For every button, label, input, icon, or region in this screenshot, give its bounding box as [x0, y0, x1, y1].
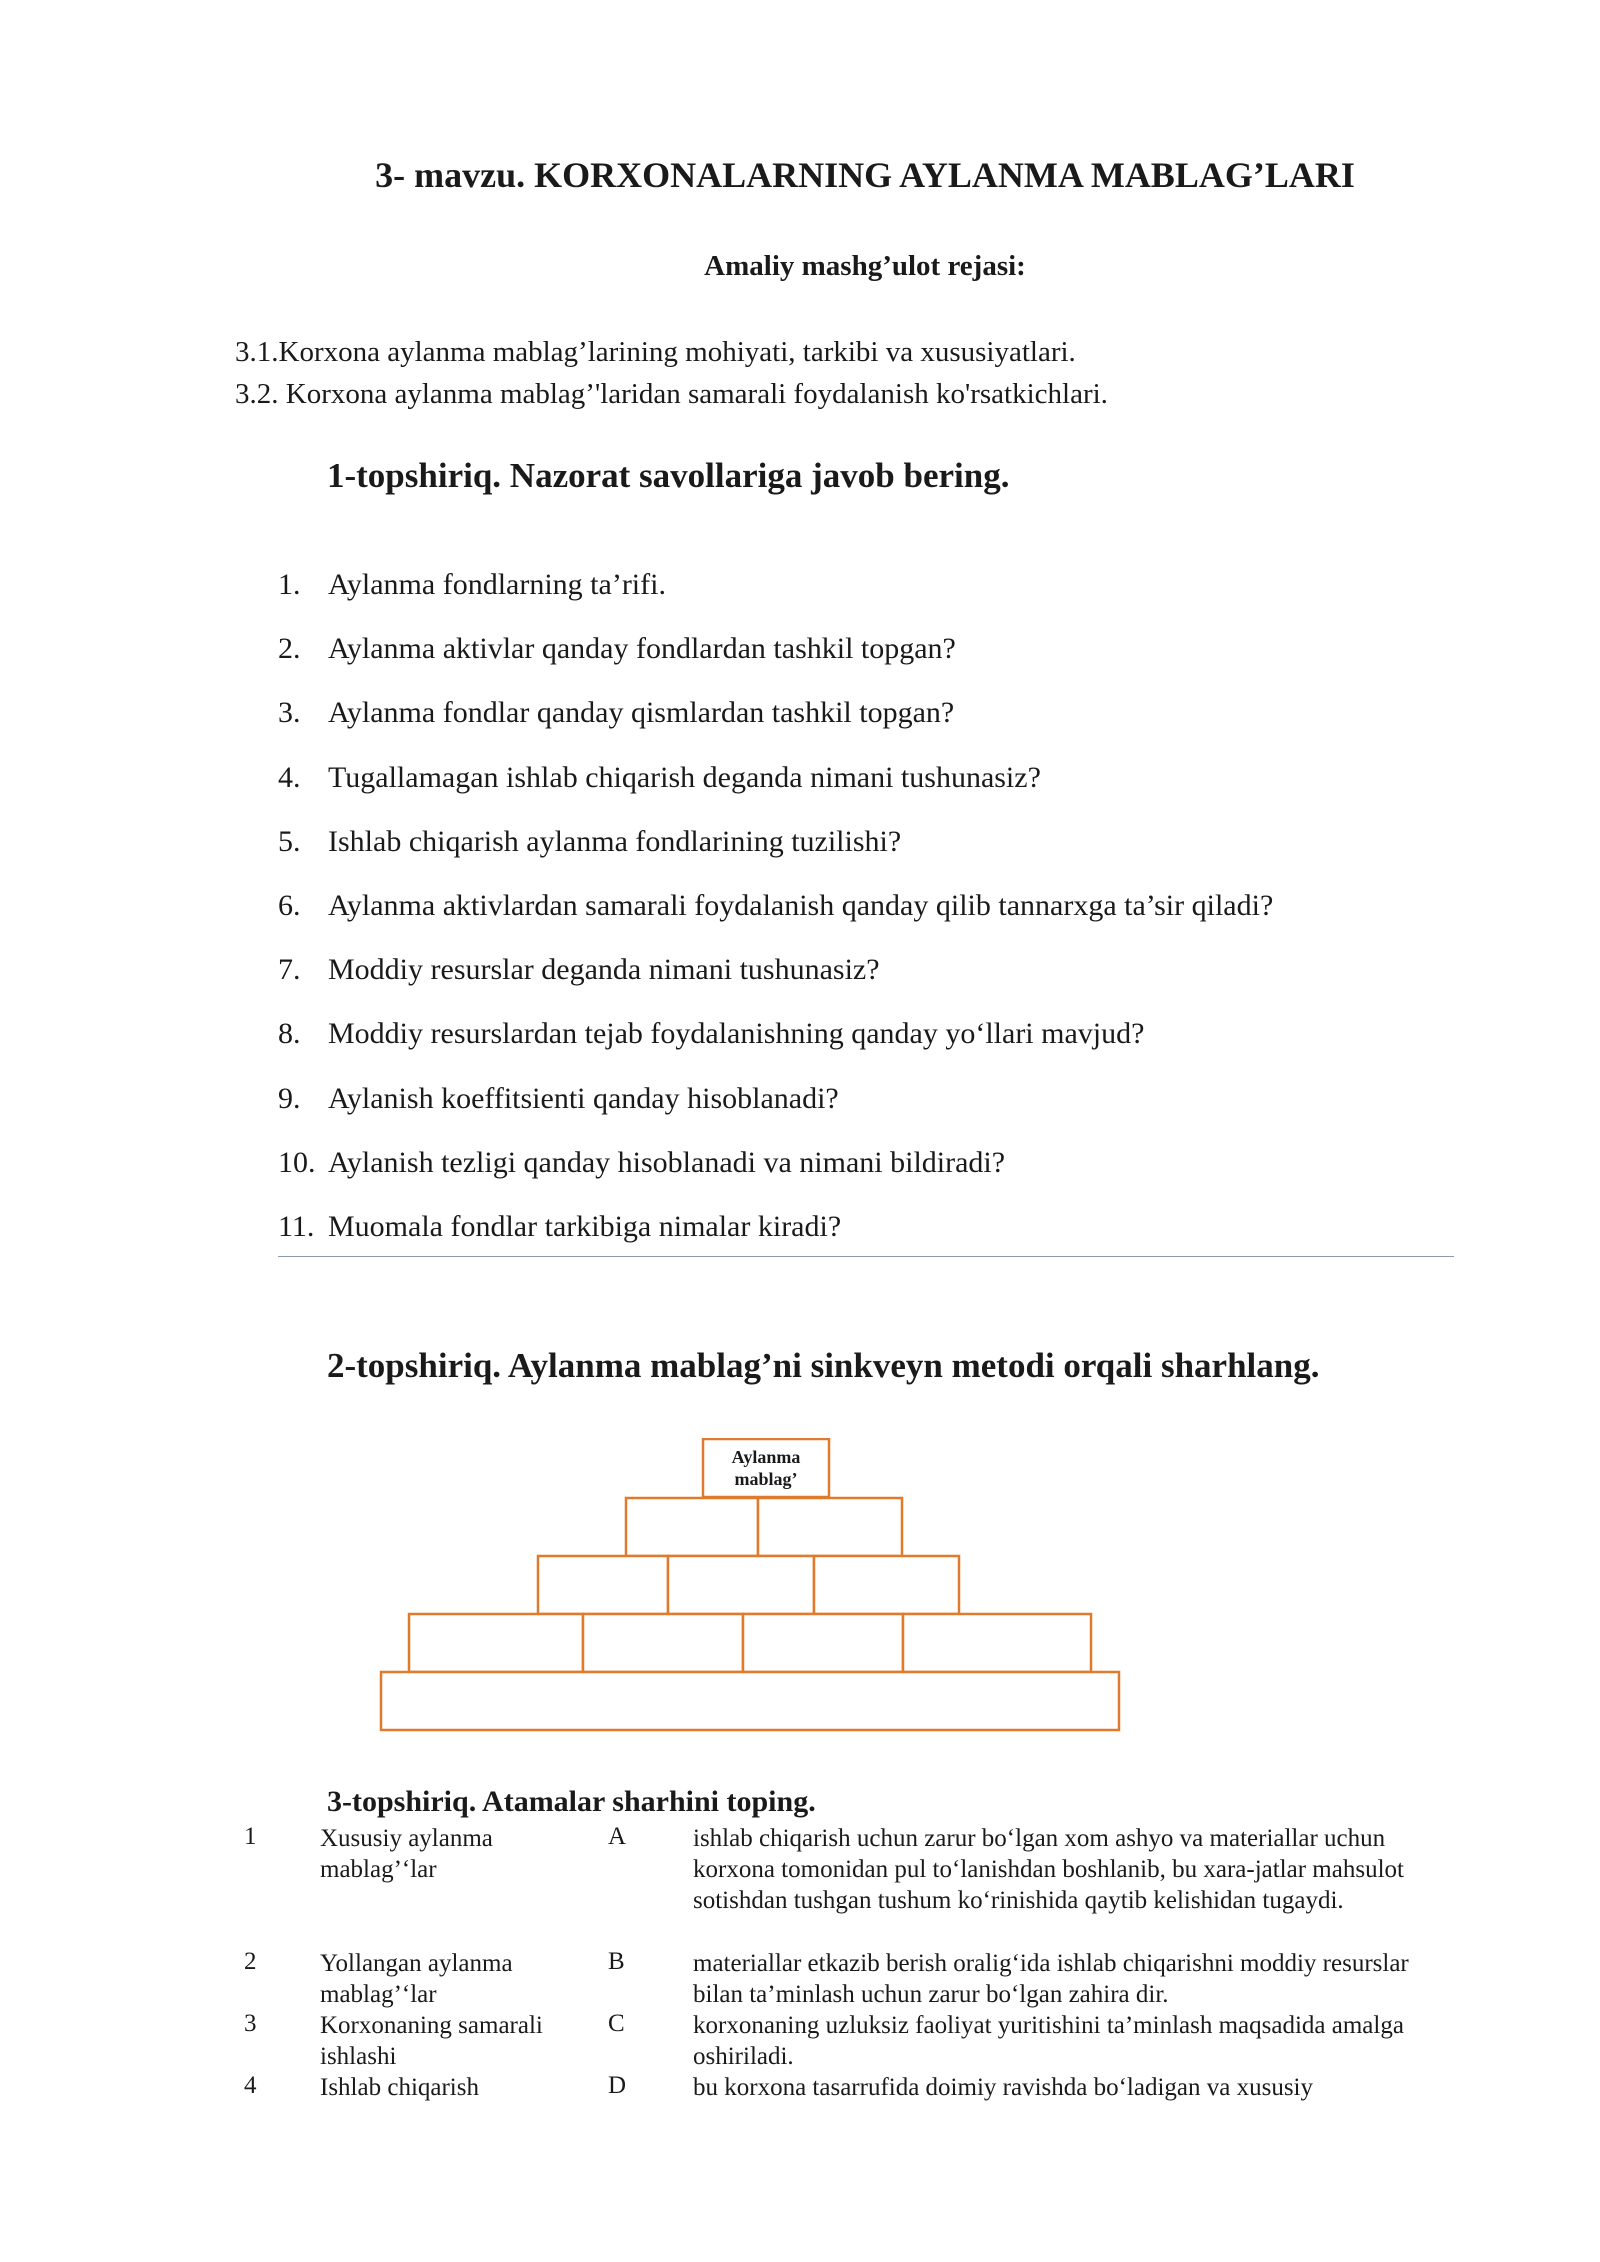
page-subtitle: Amaliy mashg’ulot rejasi:: [704, 250, 1026, 282]
list-item: [278, 822, 1273, 886]
task1-heading: 1-topshiriq. Nazorat savollariga javob bering.: [327, 456, 1010, 495]
row-letter: B: [608, 1948, 625, 1975]
plan-item: 3.2. Korxona aylanma mablag’'laridan samarali foydalanish ko'rsatkichlari.: [235, 378, 1108, 410]
question-number: 7.: [278, 953, 301, 987]
row-definition: korxonaning uzluksiz faoliyat yuritishini ta’minlash maqsadida amalga oshiriladi.: [693, 2012, 1404, 2070]
task3-heading: 3-topshiriq. Atamalar sharhini toping.: [327, 1785, 816, 1818]
row-term: Korxonaning samarali ishlashi: [320, 2012, 543, 2070]
question-text: Muomala fondlar tarkibiga nimalar kiradi?: [328, 1209, 842, 1243]
pyramid-box: [583, 1614, 743, 1672]
list-item: [278, 629, 1273, 693]
row-term: Ishlab chiqarish: [320, 2074, 479, 2101]
pyramid-box: [668, 1556, 814, 1614]
list-item: [278, 565, 1273, 629]
plan-item: 3.1.Korxona aylanma mablag’larining mohiyati, tarkibi va xususiyatlari.: [235, 336, 1076, 368]
pyramid-box: [903, 1614, 1091, 1672]
question-number: 4.: [278, 760, 301, 794]
page-title: 3- mavzu. KORXONALARNING AYLANMA MABLAG’LARI: [375, 155, 1355, 195]
row-letter: A: [608, 1823, 627, 1850]
row-definition: ishlab chiqarish uchun zarur bo‘lgan xom ashyo va materiallar uchun korxona tomonidan pul to‘lanishdan boshlanib, bu xara-jatlar mahsulot sotishdan tushgan tushum ko‘rinishida qaytib kelishidan tugaydi.: [693, 1825, 1404, 1914]
question-text: Tugallamagan ishlab chiqarish deganda nimani tushunasiz?: [328, 760, 1041, 794]
question-number: 1.: [278, 568, 301, 601]
list-item: [278, 1014, 1273, 1078]
pyramid-top-label: mablag’: [734, 1469, 798, 1489]
list-item: [278, 1143, 1273, 1207]
task2-heading: 2-topshiriq. Aylanma mablag’ni sinkveyn metodi orqali sharhlang.: [327, 1346, 1320, 1385]
question-number: 6.: [278, 888, 301, 922]
pyramid-box: [743, 1614, 903, 1672]
list-item: [278, 1207, 1273, 1271]
pyramid-box: [409, 1614, 583, 1672]
list-item: [278, 1079, 1273, 1143]
question-text: Ishlab chiqarish aylanma fondlarining tuzilishi?: [328, 824, 902, 858]
row-term: Xususiy aylanma mablag’‘lar: [320, 1825, 493, 1883]
row-number: 4: [244, 2072, 257, 2099]
row-number: 3: [244, 2010, 257, 2037]
question-number: 10.: [278, 1145, 316, 1179]
pyramid-top-label: Aylanma: [731, 1447, 801, 1467]
row-definition: materiallar etkazib berish oralig‘ida ishlab chiqarishni moddiy resurslar bilan ta’minlash uchun zarur bo‘lgan zahira dir.: [693, 1950, 1409, 2008]
row-number: 1: [244, 1823, 257, 1850]
pyramid-box: [381, 1672, 1119, 1730]
row-letter: D: [608, 2072, 627, 2099]
row-letter: C: [608, 2010, 625, 2037]
question-number: 11.: [278, 1209, 315, 1243]
question-number: 5.: [278, 824, 301, 858]
pyramid-box: [626, 1498, 758, 1556]
question-number: 3.: [278, 696, 301, 730]
pyramid-box: [538, 1556, 668, 1614]
question-text: Moddiy resurslar deganda nimani tushunasiz?: [328, 953, 880, 987]
list-item: [278, 950, 1273, 1014]
sinkveyn-pyramid: [370, 1438, 1130, 1748]
row-number: 2: [244, 1948, 257, 1975]
question-list: [278, 565, 1273, 1271]
question-text: Aylanma fondlarning ta’rifi.: [328, 568, 666, 601]
question-text: Moddiy resurslardan tejab foydalanishning qanday yo‘llari mavjud?: [328, 1017, 1145, 1051]
pyramid-box: [814, 1556, 959, 1614]
question-number: 2.: [278, 632, 301, 666]
question-text: Aylanma aktivlar qanday fondlardan tashkil topgan?: [328, 632, 956, 666]
list-item: [278, 758, 1273, 822]
question-text: Aylanma fondlar qanday qismlardan tashkil topgan?: [328, 696, 955, 730]
list-item: [278, 693, 1273, 757]
question-number: 9.: [278, 1081, 301, 1115]
pyramid-box: [758, 1498, 902, 1556]
list-item: [278, 886, 1273, 950]
question-text: Aylanish koeffitsienti qanday hisoblanadi?: [328, 1081, 839, 1115]
section-divider: [278, 1256, 1454, 1257]
question-text: Aylanma aktivlardan samarali foydalanish qanday qilib tannarxga ta’sir qiladi?: [328, 888, 1274, 922]
row-term: Yollangan aylanma mablag’‘lar: [320, 1950, 513, 2008]
question-number: 8.: [278, 1017, 301, 1051]
question-text: Aylanish tezligi qanday hisoblanadi va nimani bildiradi?: [328, 1145, 1006, 1179]
row-definition: bu korxona tasarrufida doimiy ravishda bo‘ladigan va xususiy: [693, 2074, 1313, 2101]
